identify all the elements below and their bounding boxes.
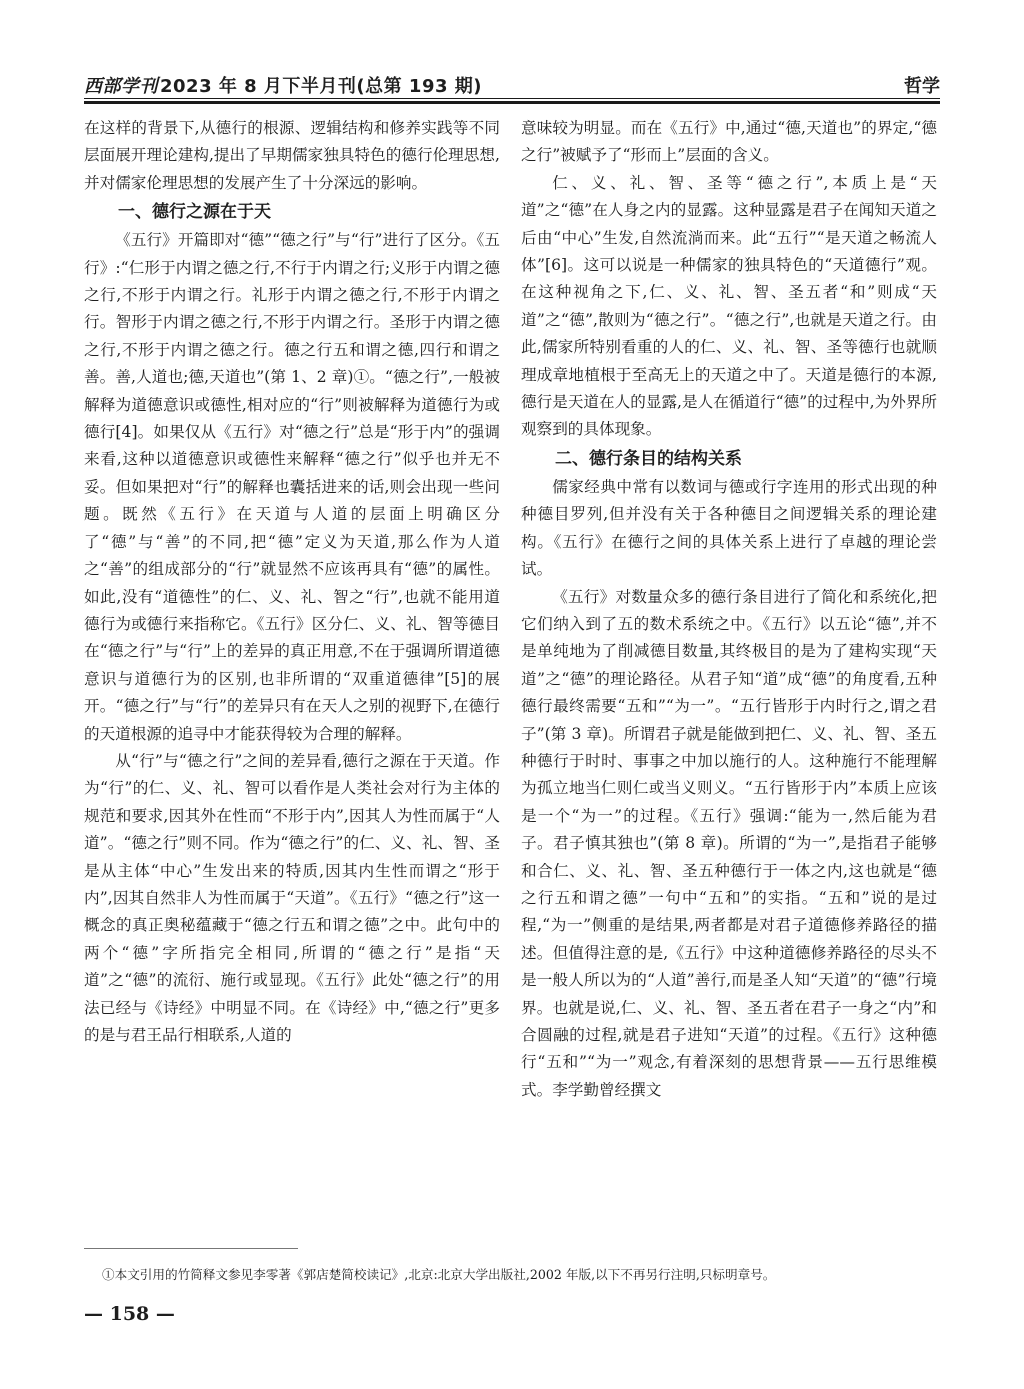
- footnote: ①本文引用的竹简释文参见李零著《郭店楚简校读记》,北京:北京大学出版社,2002 年版,以下不再另行注明,只标明章号。: [102, 1267, 776, 1282]
- paragraph: 从“行”与“德之行”之间的差异看,德行之源在于天道。作为“行”的仁、义、礼、智可以看作是人类社会对行为主体的规范和要求,因其外在性而“不形于内”,因其人为性而属于“人道”。“德之行”则不同。作为“德之行”的仁、义、礼、智、圣是从主体“中心”生发出来的特质,因其内生性而谓之“形于内”,因其自然非人为性而属于“天道”。《五行》“德之行”这一概念的真正奥秘蕴藏于“德之行五和谓之德”之中。此句中的两个“德”字所指完全相同,所谓的“德之行”是指“天道”之“德”的流衍、施行或显现。《五行》此处“德之行”的用法已经与《诗经》中明显不同。在《诗经》中,“德之行”更多的是与君王品行相联系,人道的: [84, 751, 500, 1044]
- section-label: 哲学: [904, 76, 940, 97]
- section-heading: 二、德行条目的结构关系: [555, 448, 742, 469]
- left-column: [84, 115, 500, 1215]
- paragraph: 《五行》开篇即对“德”“德之行”与“行”进行了区分。《五行》:“仁形于内谓之德之行,不行于内谓之行;义形于内谓之德之行,不形于内谓之行。礼形于内谓之德之行,不形于内谓之行。智形于内谓之德之行,不形于内谓之行。圣形于内谓之德之行,不形于内谓之德之行。德之行五和谓之德,四行和谓之善。善,人道也;德,天道也”(第 1、2 章)①。“德之行”,一般被解释为道德意识或德性,相对应的“行”则被解释为道德行为或德行[4]。如果仅从《五行》对“德之行”总是“形于内”的强调来看,这种以道德意识或德性来解释“德之行”似乎也并无不妥。但如果把对“行”的解释也囊括进来的话,则会出现一些问题。既然《五行》在天道与人道的层面上明确区分了“德”与“善”的不同,把“德”定义为天道,那么作为人道之“善”的组成部分的“行”就显然不应该再具有“德”的属性。如此,没有“道德性”的仁、义、礼、智之“行”,也就不能用道德行为或德行来指称它。《五行》区分仁、义、礼、智等德目在“德之行”与“行”上的差异的真正用意,不在于强调所谓道德意识与道德行为的区别,也非所谓的“双重道德律”[5]的展开。“德之行”与“行”的差异只有在天人之别的视野下,在德行的天道根源的追寻中才能获得较为合理的解释。: [84, 231, 500, 743]
- page-number: — 158 —: [84, 1303, 175, 1325]
- issue-info: 2023 年 8 月下半月刊(总第 193 期): [160, 76, 482, 97]
- paragraph: 《五行》对数量众多的德行条目进行了简化和系统化,把它们纳入到了五的数术系统之中。《五行》以五论“德”,并不是单纯地为了削减德目数量,其终极目的是为了建构实现“天道”之“德”的理论路径。从君子知“道”成“德”的角度看,五种德行最终需要“五和”“为一”。“五行皆形于内时行之,谓之君子”(第 3 章)。所谓君子就是能做到把仁、义、礼、智、圣五种德行于时时、事事之中加以施行的人。这种施行不能理解为孤立地当仁则仁或当义则义。“五行皆形于内”本质上应该是一个“为一”的过程。《五行》强调:“能为一,然后能为君子。君子慎其独也”(第 8 章)。所谓的“为一”,是指君子能够和合仁、义、礼、智、圣五种德行于一体之内,这也就是“德之行五和谓之德”一句中“五和”的实指。“五和”说的是过程,“为一”侧重的是结果,两者都是对君子道德修养路径的描述。但值得注意的是,《五行》中这种道德修养路径的尽头不是一般人所以为的“人道”善行,而是圣人知“天道”的“德”行境界。也就是说,仁、义、礼、智、圣五者在君子一身之“内”和合圆融的过程,就是君子进知“天道”的过程。《五行》这种德行“五和”“为一”观念,有着深刻的思想背景——五行思维模式。李学勤曾经撰文: [521, 587, 937, 1099]
- paragraph: 儒家经典中常有以数词与德或行字连用的形式出现的种种德目罗列,但并没有关于各种德目之间逻辑关系的理论建构。《五行》在德行之间的具体关系上进行了卓越的理论尝试。: [521, 477, 937, 579]
- journal-issue-line: [84, 72, 482, 98]
- journal-logo: 西部学刊: [84, 76, 158, 97]
- footnote-divider: [84, 1248, 298, 1249]
- paragraph: 仁、义、礼、智、圣等“德之行”,本质上是“天道”之“德”在人身之内的显露。这种显露是君子在闻知天道之后由“中心”生发,自然流淌而来。此“五行”“是天道之畅流人体”[6]。这可以说是一种儒家的独具特色的“天道德行”观。在这种视角之下,仁、义、礼、智、圣五者“和”则成“天道”之“德”,散则为“德之行”。“德之行”,也就是天道之行。由此,儒家所特别看重的人的仁、义、礼、智、圣等德行也就顺理成章地植根于至高无上的天道之中了。天道是德行的本源,德行是天道在人的显露,是人在循道行“德”的过程中,为外界所观察到的具体现象。: [521, 173, 937, 439]
- running-header: [84, 70, 940, 104]
- paragraph: 在这样的背景下,从德行的根源、逻辑结构和修养实践等不同层面展开理论建构,提出了早期儒家独具特色的德行伦理思想,并对儒家伦理思想的发展产生了十分深远的影响。: [84, 119, 500, 192]
- header-thin-rule: [84, 98, 940, 99]
- header-rule: [84, 101, 940, 104]
- section-heading: 一、德行之源在于天: [118, 202, 271, 223]
- right-column: [521, 115, 937, 1215]
- paragraph: 意味较为明显。而在《五行》中,通过“德,天道也”的界定,“德之行”被赋予了“形而上”层面的含义。: [521, 119, 937, 165]
